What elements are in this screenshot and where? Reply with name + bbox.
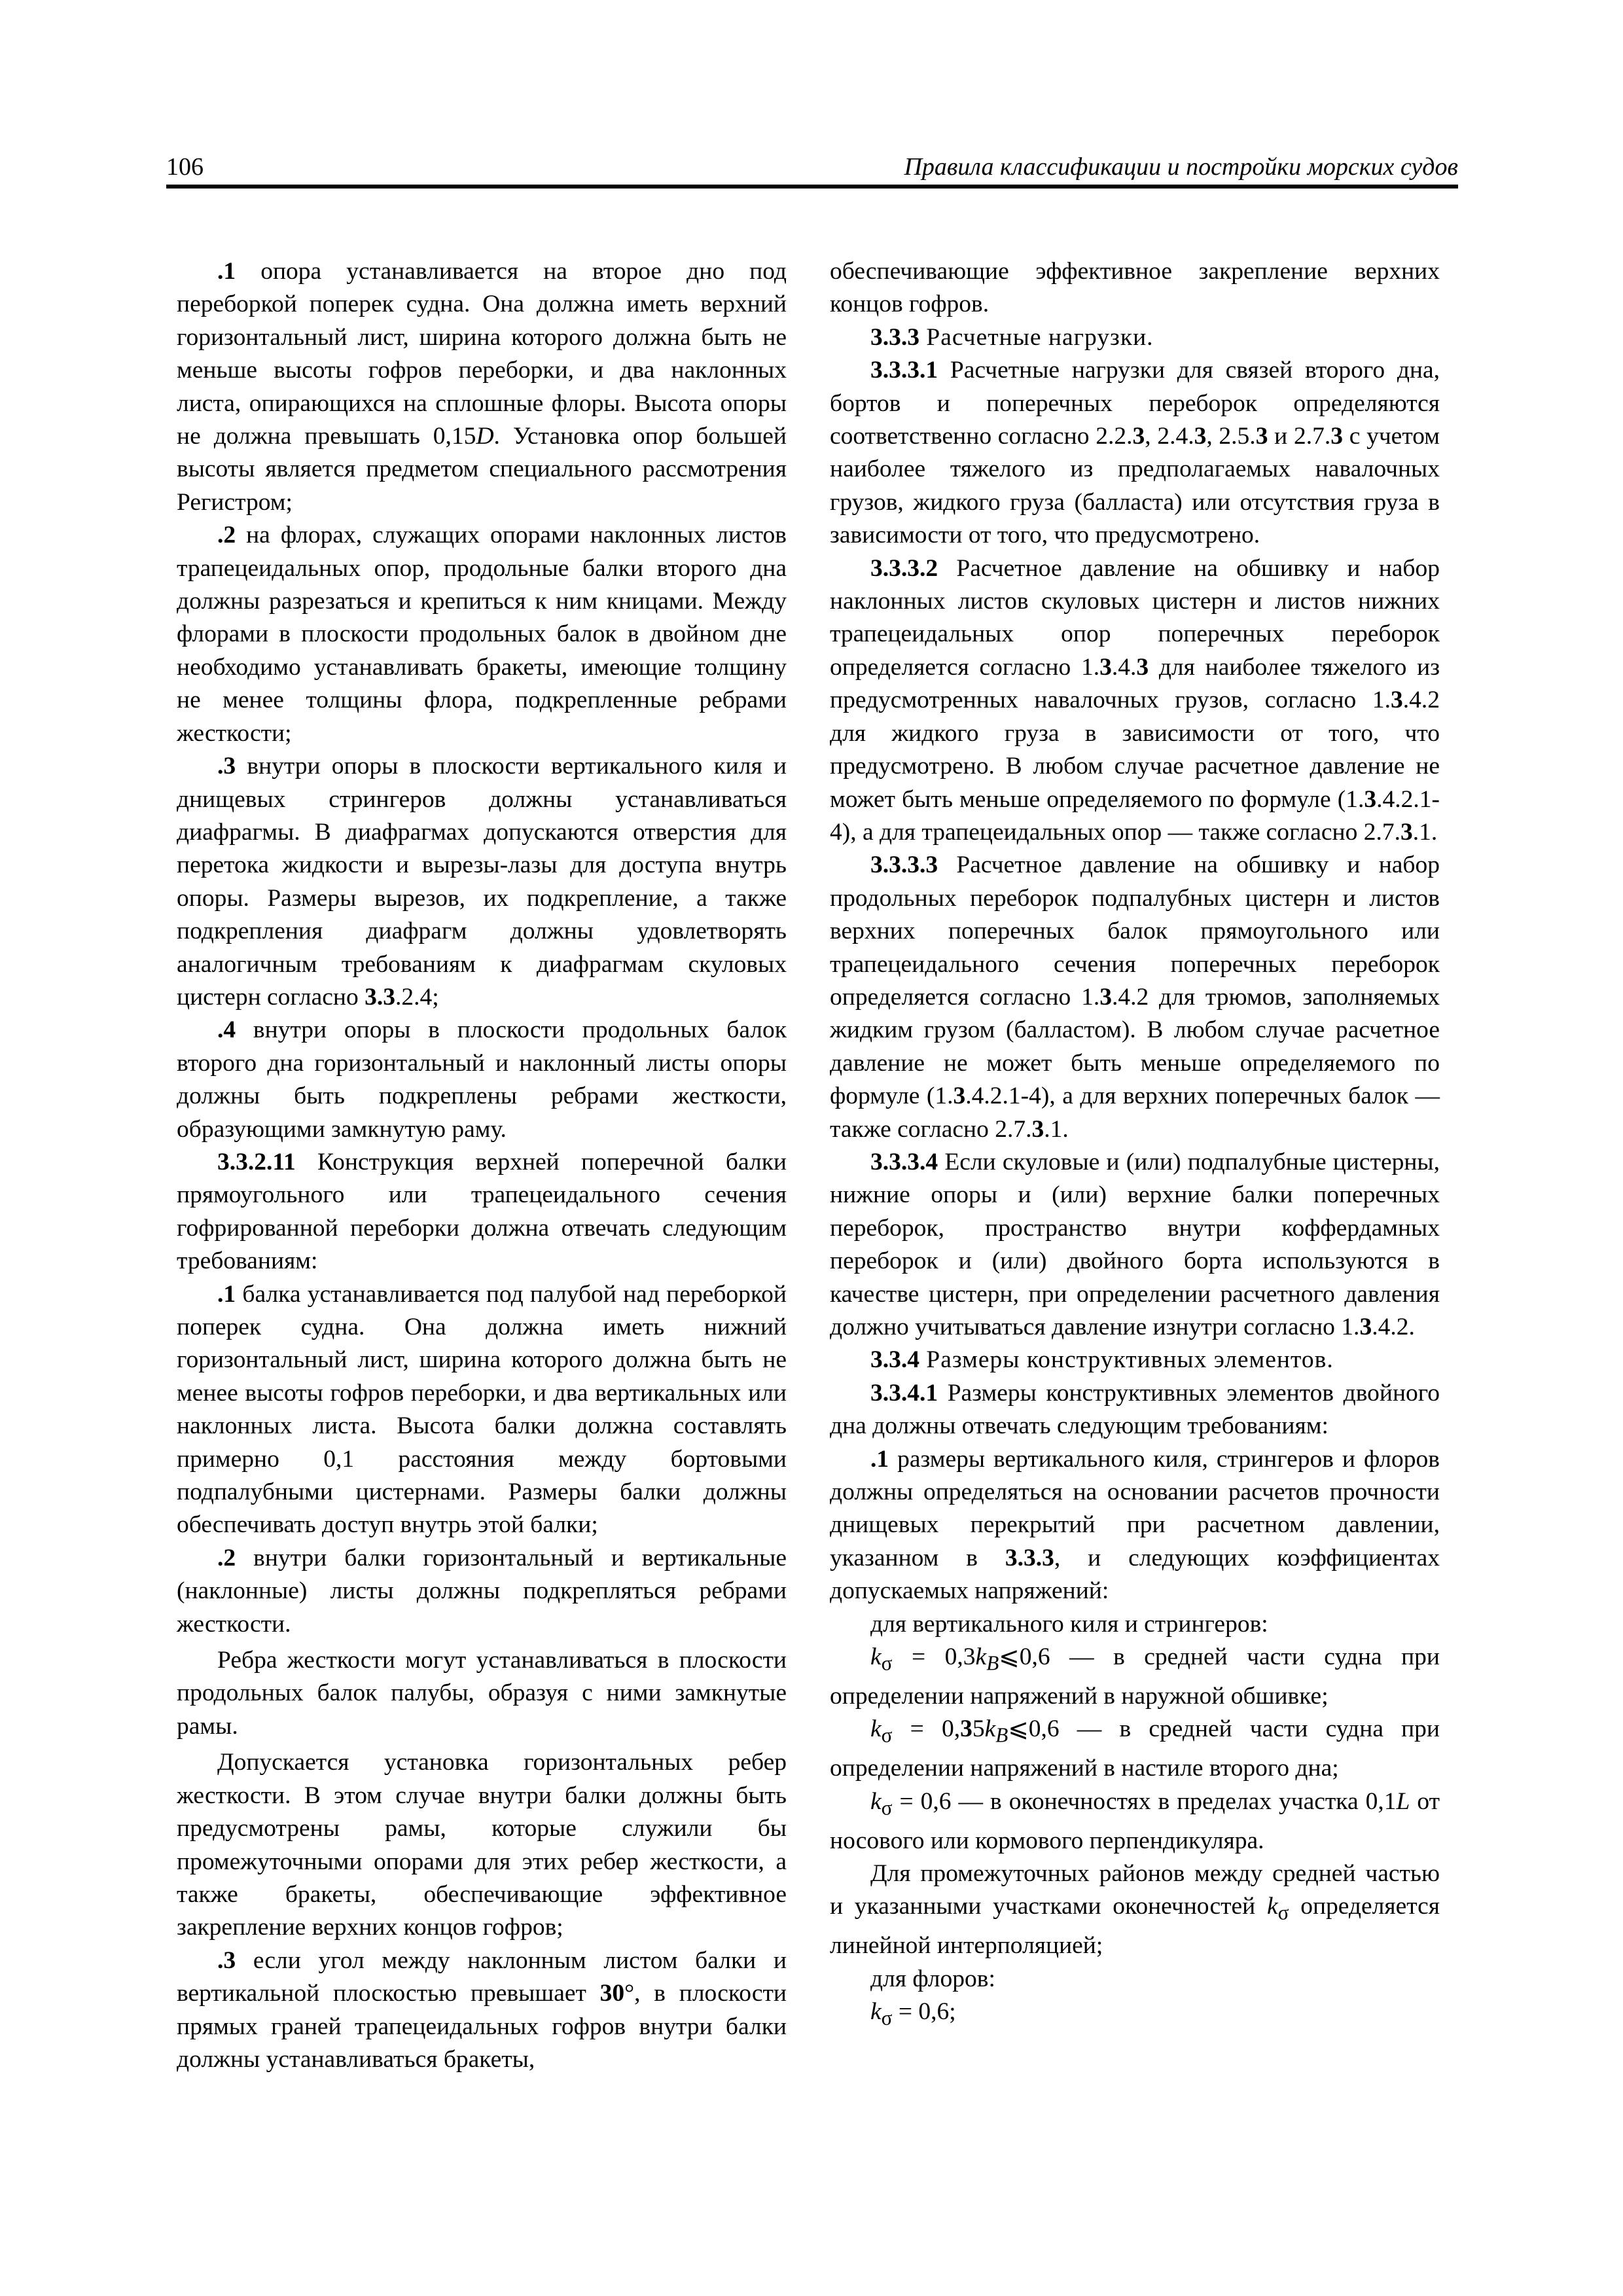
paragraph: .2 на флорах, служащих опорами наклонных листов трапецеидальных опор, продольные балки второго дна должны разрезаться и крепиться к ним кницами. Между флорами в плоскости продольных балок в двойном дне необходимо устанавливать бракеты, имеющие толщину не менее толщины флора, подкрепленные ребрами жесткости; [177, 522, 787, 747]
formula-paragraph: $k_\sigma$ = $0,3k_B⩽0,6$ — в средней части судна при определении напряжений в наружной обшивке; [830, 1643, 1440, 1710]
section-paragraph: 3.3.3.1 Расчетные нагрузки для связей второго дна, бортов и поперечных переборок определяются соответственно согласно 2.2.3, 2.4.3, 2.5.3 и 2.7.3 с учетом наиболее тяжелого из предполагаемых навалочных грузов, жидкого груза (балласта) или отсутствия груза в зависимости от того, что предусмотрено. [830, 357, 1440, 549]
page-number: 106 [166, 153, 204, 181]
formula-paragraph: $k_\sigma = 0,6$ — в оконечностях в пределах участка 0,1L от носового или кормового перпендикуляра. [830, 1787, 1440, 1854]
paragraph: обеспечивающие эффективное закрепление верхних концов гофров. [830, 258, 1440, 318]
paragraph: Для промежуточных районов между средней частью и указанными участками оконечностей $k_\sigma$ определяется линейной интерполяцией; [830, 1860, 1440, 1960]
paragraph: .1 размеры вертикального киля, стрингеров и флоров должны определяться на основании расчетов прочности днищевых перекрытий при расчетном давлении, указанном в 3.3.3, и следующих коэффициентах допускаемых напряжений: [830, 1445, 1440, 1605]
paragraph: для вертикального киля и стрингеров: [870, 1610, 1268, 1638]
page-header [166, 139, 1458, 185]
paragraph: Допускается установка горизонтальных ребер жесткости. В этом случае внутри балки должны быть предусмотрены рамы, которые служили бы промежуточными опорами для этих ребер жесткости, а также бракеты, обеспечивающие эффективное закрепление верхних концов гофров; [177, 1749, 787, 1941]
formula-paragraph: $k_\sigma = 0,6$; [870, 1998, 956, 2030]
section-heading: 3.3.3 Расчетные нагрузки. [870, 323, 1154, 351]
paragraph: .3 внутри опоры в плоскости вертикального киля и днищевых стрингеров должны устанавливаться диафрагмы. В диафрагмах допускаются отверстия для перетока жидкости и вырезы-лазы для доступа внутрь опоры. Размеры вырезов, их подкрепление, а также подкрепления диафрагм должны удовлетворять аналогичным требованиям к диафрагмам скуловых цистерн согласно 3.3.2.4; [177, 753, 787, 1011]
paragraph: для флоров: [870, 1965, 995, 1992]
section-paragraph: 3.3.3.2 Расчетное давление на обшивку и набор наклонных листов скуловых цистерн и листов нижних трапецеидальных опор поперечных переборок определяется согласно 1.3.4.3 для наиболее тяжелого из предусмотренных навалочных грузов, согласно 1.3.4.2 для жидкого груза в зависимости от того, что предусмотрено. В любом случае расчетное давление не может быть меньше определяемого по формуле (1.3.4.2.1-4), а для трапецеидальных опор — также согласно 2.7.3.1. [830, 554, 1440, 846]
section-heading: 3.3.4 Размеры конструктивных элементов. [870, 1346, 1334, 1374]
paragraph: .3 если угол между наклонным листом балки и вертикальной плоскостью превышает 30°, в плоскости прямых граней трапецеидальных гофров внутри балки должны устанавливаться бракеты, [177, 1946, 787, 2073]
section-paragraph: 3.3.4.1 Размеры конструктивных элементов двойного дна должны отвечать следующим требованиям: [830, 1379, 1440, 1440]
paragraph: .4 внутри опоры в плоскости продольных балок второго дна горизонтальный и наклонный листы опоры должны быть подкреплены ребрами жесткости, образующими замкнутую раму. [177, 1016, 787, 1143]
header-rule [166, 185, 1458, 188]
paragraph: .1 опора устанавливается на второе дно под переборкой поперек судна. Она должна иметь верхний горизонтальный лист, ширина которого должна быть не меньше высоты гофров переборки, и два наклонных листа, опирающихся на сплошные флоры. Высота опоры не должна превышать 0,15D. Установка опор большей высоты является предметом специального рассмотрения Регистром; [177, 258, 787, 516]
paragraph: .1 балка устанавливается под палубой над переборкой поперек судна. Она должна иметь нижний горизонтальный лист, ширина которого должна быть не менее высоты гофров переборки, и два вертикальных или наклонных листа. Высота балки должна составлять примерно 0,1 расстояния между бортовыми подпалубными цистернами. Размеры балки должны обеспечивать доступ внутрь этой балки; [177, 1280, 787, 1539]
paragraph: Ребра жесткости могут устанавливаться в плоскости продольных балок палубы, образуя с ними замкнутые рамы. [177, 1647, 787, 1740]
section-paragraph: 3.3.3.3 Расчетное давление на обшивку и набор продольных переборок подпалубных цистерн и листов верхних поперечных балок прямоугольного или трапецеидального сечения поперечных переборок определяется согласно 1.3.4.2 для трюмов, заполняемых жидким грузом (балластом). В любом случае расчетное давление не может быть меньше определяемого по формуле (1.3.4.2.1-4), а для верхних поперечных балок — также согласно 2.7.3.1. [830, 852, 1440, 1143]
section-paragraph: 3.3.2.11 Конструкция верхней поперечной балки прямоугольного или трапецеидального сечения гофрированной переборки должна отвечать следующим требованиям: [177, 1148, 787, 1275]
section-paragraph: 3.3.3.4 Если скуловые и (или) подпалубные цистерны, нижние опоры и (или) верхние балки поперечных переборок, пространство внутри коффердамных переборок и (или) двойного борта используются в качестве цистерн, при определении расчетного давления должно учитываться давление изнутри согласно 1.3.4.2. [830, 1148, 1440, 1340]
right-column [830, 255, 1440, 2035]
paragraph: .2 внутри балки горизонтальный и вертикальные (наклонные) листы должны подкрепляться ребрами жесткости. [177, 1544, 787, 1638]
running-title: Правила классификации и постройки морских судов [904, 153, 1458, 181]
left-column [177, 255, 787, 2076]
formula-paragraph: $k_\sigma$ = $0,35k_B⩽0,6$ — в средней части судна при определении напряжений в настиле второго дна; [830, 1715, 1440, 1782]
